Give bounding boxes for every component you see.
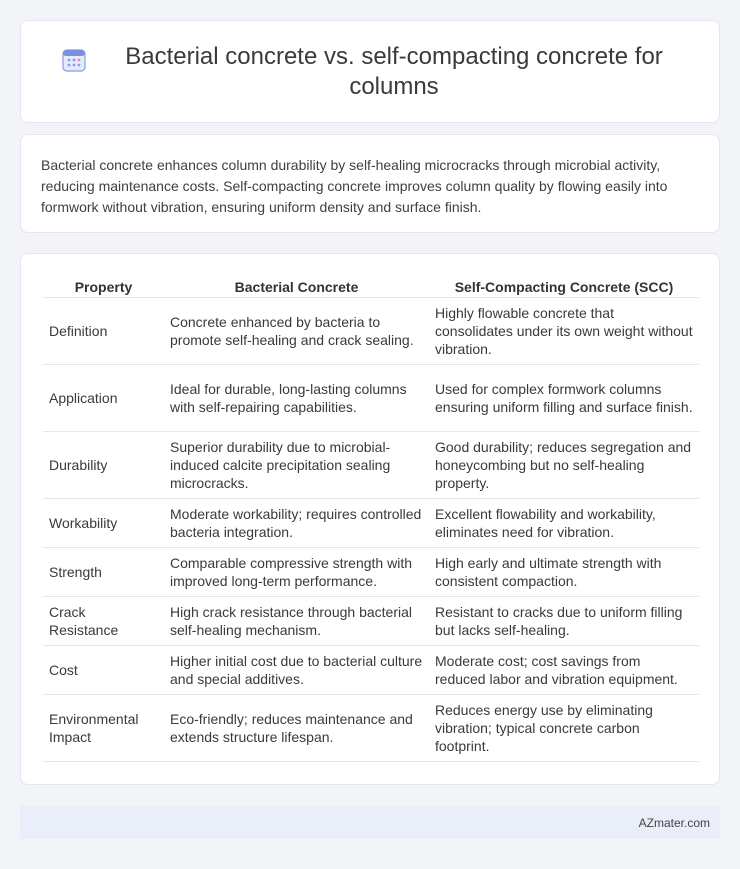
property-cell: Durability: [43, 432, 164, 499]
page-title: Bacterial concrete vs. self-compacting concrete for columns: [125, 42, 663, 100]
table-row: [43, 548, 699, 597]
property-cell: Crack Resistance: [43, 597, 164, 646]
property-cell: Workability: [43, 499, 164, 548]
column-header-property: Property: [43, 274, 164, 298]
table-row: [43, 499, 699, 548]
title-wrap: [60, 42, 680, 102]
comparison-table: [43, 274, 699, 762]
column-header-scc: Self-Compacting Concrete (SCC): [429, 274, 699, 298]
scc-cell: Good durability; reduces segregation and honeycombing but no self-healing property.: [429, 432, 699, 499]
bacterial-cell: Comparable compressive strength with improved long-term performance.: [164, 548, 429, 597]
table-header-row: [43, 274, 699, 298]
bacterial-cell: Eco-friendly; reduces maintenance and extends structure lifespan.: [164, 695, 429, 762]
title-card: [20, 20, 720, 123]
comparison-table-card: [20, 253, 720, 785]
bacterial-cell: Superior durability due to microbial-induced calcite precipitation sealing microcracks.: [164, 432, 429, 499]
bacterial-cell: Moderate workability; requires controlled bacteria integration.: [164, 499, 429, 548]
bacterial-cell: Ideal for durable, long-lasting columns with self-repairing capabilities.: [164, 365, 429, 432]
summary-text: Bacterial concrete enhances column durability by self-healing microcracks through microbial activity, reducing maintenance costs. Self-compacting concrete improves column quality by flowing easily into formwork without vibration, ensuring uniform density and surface finish.: [41, 157, 668, 215]
scc-cell: Highly flowable concrete that consolidates under its own weight without vibration.: [429, 298, 699, 365]
table-row: [43, 597, 699, 646]
property-cell: Application: [43, 365, 164, 432]
table-row: [43, 695, 699, 762]
bacterial-cell: Higher initial cost due to bacterial culture and special additives.: [164, 646, 429, 695]
scc-cell: Moderate cost; cost savings from reduced labor and vibration equipment.: [429, 646, 699, 695]
property-cell: Environmental Impact: [43, 695, 164, 762]
table-row: [43, 298, 699, 365]
column-header-bacterial: Bacterial Concrete: [164, 274, 429, 298]
scc-cell: Used for complex formwork columns ensuring uniform filling and surface finish.: [429, 365, 699, 432]
property-cell: Strength: [43, 548, 164, 597]
table-row: [43, 432, 699, 499]
footer: [20, 806, 720, 839]
table-row: [43, 646, 699, 695]
scc-cell: Reduces energy use by eliminating vibration; typical concrete carbon footprint.: [429, 695, 699, 762]
calendar-icon: [60, 46, 88, 74]
footer-brand: AZmater.com: [638, 815, 710, 830]
table-row: [43, 365, 699, 432]
scc-cell: High early and ultimate strength with consistent compaction.: [429, 548, 699, 597]
property-cell: Cost: [43, 646, 164, 695]
property-cell: Definition: [43, 298, 164, 365]
summary-card: [20, 134, 720, 233]
scc-cell: Excellent flowability and workability, eliminates need for vibration.: [429, 499, 699, 548]
scc-cell: Resistant to cracks due to uniform filling but lacks self-healing.: [429, 597, 699, 646]
bacterial-cell: Concrete enhanced by bacteria to promote self-healing and crack sealing.: [164, 298, 429, 365]
bacterial-cell: High crack resistance through bacterial self-healing mechanism.: [164, 597, 429, 646]
